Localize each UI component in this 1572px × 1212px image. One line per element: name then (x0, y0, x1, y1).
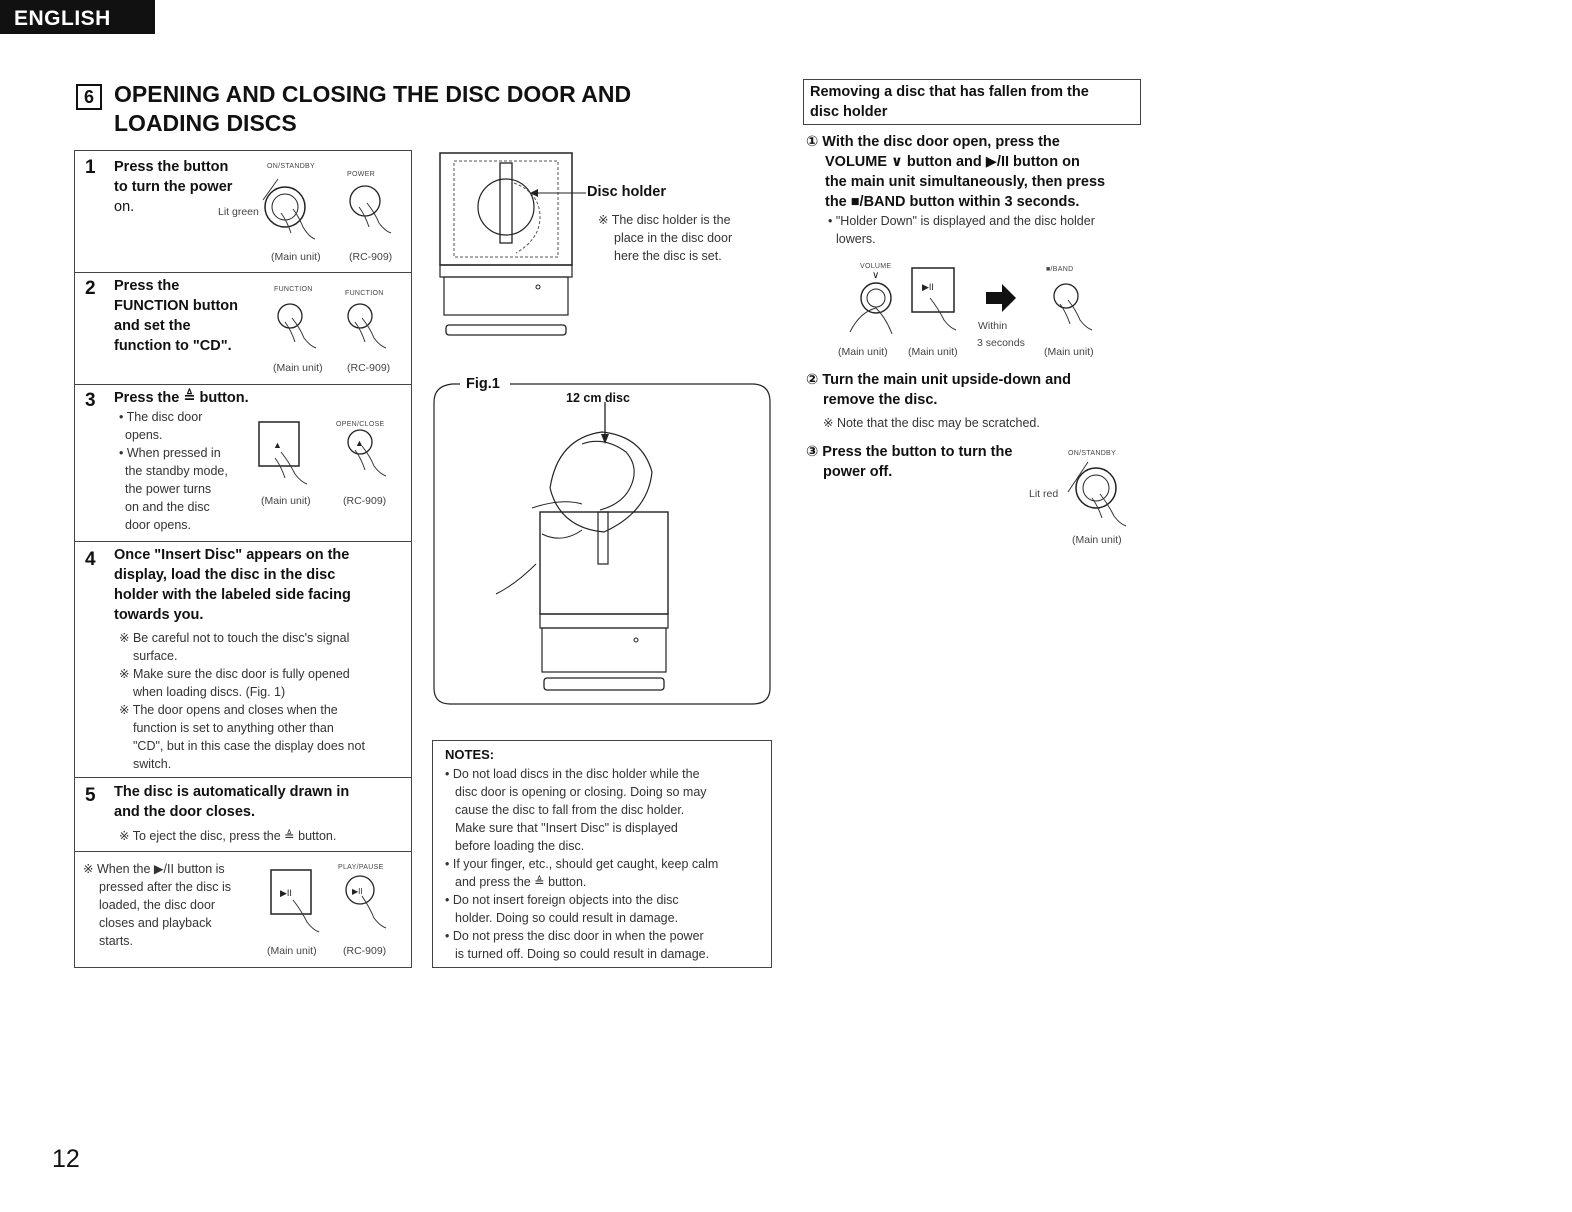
step-line: remove the disc. (823, 392, 938, 408)
step-line: the ■/BAND button within 3 seconds. (825, 194, 1080, 210)
caption-main-unit: (Main unit) (908, 346, 958, 358)
step-line: to turn the power (114, 179, 233, 195)
bullet-line: • The disc door (119, 410, 203, 424)
caption-rc909: (RC-909) (343, 945, 387, 957)
disc-door-illustration (440, 153, 580, 343)
note-line: ※ The door opens and closes when the (119, 703, 338, 717)
note-line: is turned off. Doing so could result in damage. (455, 947, 710, 961)
caption-rc909: (RC-909) (343, 495, 387, 507)
title-line-2: LOADING DISCS (114, 110, 297, 136)
bullet-line: opens. (125, 428, 163, 442)
note-line: disc door is opening or closing. Doing so may (455, 785, 707, 799)
note-line: function is set to anything other than (133, 721, 334, 735)
play-pause-label: PLAY/PAUSE (338, 864, 384, 871)
page-number: 12 (52, 1145, 80, 1173)
on-standby-label: ON/STANDBY (267, 163, 315, 170)
caption-rc909: (RC-909) (349, 251, 393, 263)
note-line: surface. (133, 649, 178, 663)
step-number: 5 (85, 785, 96, 806)
step-line: ② Turn the main unit upside-down and (806, 372, 1071, 388)
note-line: • Do not insert foreign objects into the disc (445, 893, 679, 907)
svg-text:∨: ∨ (872, 270, 880, 281)
step-line: ③ Press the button to turn the (806, 444, 1013, 460)
note-line: closes and playback (99, 916, 212, 930)
within-label: Within (978, 320, 1008, 332)
note-line: loaded, the disc door (99, 898, 216, 912)
note-line: "CD", but in this case the display does not (133, 739, 365, 753)
on-standby-label: ON/STANDBY (1068, 450, 1116, 457)
caption-main-unit: (Main unit) (838, 346, 888, 358)
step-line: power off. (823, 464, 893, 480)
step-line: and set the (114, 318, 191, 334)
step-4 (75, 541, 411, 778)
note-line: ※ Be careful not to touch the disc's signal (119, 631, 350, 645)
step-line: and the door closes. (114, 804, 255, 820)
lit-green-label: Lit green (218, 206, 259, 218)
play-pause-note-box (74, 851, 412, 968)
title-line-1: OPENING AND CLOSING THE DISC DOOR AND (114, 81, 632, 107)
removing-step-2 (806, 370, 1146, 432)
open-close-label: OPEN/CLOSE (336, 421, 385, 428)
note-line: place in the disc door (614, 231, 733, 245)
bullet-line: door opens. (125, 518, 192, 532)
disc-holder-label: Disc holder (587, 184, 666, 200)
step-line: VOLUME ∨ button and ▶/II button on (825, 154, 1080, 170)
bullet-line: • When pressed in (119, 446, 221, 460)
note-line: and press the ≜ button. (455, 875, 587, 889)
section-number: 6 (76, 84, 102, 110)
step-line: the main unit simultaneously, then press (825, 174, 1106, 190)
step-line: FUNCTION button (114, 298, 239, 314)
stop-band-label: ■/BAND (1046, 266, 1074, 273)
language-tab: ENGLISH (0, 0, 155, 34)
step-number: 3 (85, 390, 96, 411)
three-seconds-label: 3 seconds (977, 337, 1025, 349)
fig1-label: Fig.1 (466, 376, 500, 392)
removing-step-3 (806, 442, 1066, 482)
disc-holder-note (598, 211, 768, 265)
removing-title-box (803, 79, 1141, 125)
note-line: ※ When the ▶/II button is (83, 862, 225, 876)
step-5 (75, 777, 411, 851)
step-line: Press the button (114, 159, 229, 175)
note-line: • If your finger, etc., should get caught, keep calm (445, 857, 719, 871)
step-text (114, 545, 404, 625)
disc-size-label: 12 cm disc (566, 391, 630, 405)
bullet-line: • "Holder Down" is displayed and the disc holder (828, 214, 1095, 228)
step-1 (75, 151, 411, 273)
step-line: towards you. (114, 607, 204, 623)
step-line: holder with the labeled side facing (114, 587, 351, 603)
step-line: The disc is automatically drawn in (114, 784, 350, 800)
lit-red-label: Lit red (1029, 488, 1059, 500)
bullet-line: the standby mode, (125, 464, 228, 478)
note-line: Make sure that "Insert Disc" is displayed (455, 821, 678, 835)
step-line: ① With the disc door open, press the (806, 134, 1060, 150)
removing-title-line-1: Removing a disc that has fallen from the (810, 84, 1089, 100)
step-number: 2 (85, 278, 96, 299)
svg-text:▶II: ▶II (352, 887, 363, 896)
volume-label: VOLUME (860, 263, 892, 270)
step-text (114, 782, 404, 822)
svg-text:▲: ▲ (273, 440, 282, 450)
caption-main-unit: (Main unit) (1072, 534, 1122, 546)
note-line: switch. (133, 757, 172, 771)
note-line: starts. (99, 934, 134, 948)
steps-box (74, 150, 412, 852)
notes-heading: NOTES: (445, 747, 495, 762)
caption-main-unit: (Main unit) (273, 362, 323, 374)
bullet-line: on and the disc (125, 500, 210, 514)
note-line: here the disc is set. (614, 249, 722, 263)
step-heading: Press the ≜ button. (114, 390, 249, 406)
power-off-illustration (1060, 456, 1140, 532)
note-line: • Do not press the disc door in when the power (445, 929, 704, 943)
note-line: holder. Doing so could result in damage. (455, 911, 679, 925)
note-line: ※ The disc holder is the (598, 213, 731, 227)
page-title (114, 80, 734, 138)
svg-text:▲: ▲ (355, 438, 364, 448)
caption-main-unit: (Main unit) (1044, 346, 1094, 358)
open-close-button-illustration (75, 384, 411, 541)
bullet-line: lowers. (836, 232, 876, 246)
removing-step-1 (806, 132, 1146, 248)
notes-list (445, 765, 765, 963)
step-line: on. (114, 199, 135, 215)
removing-title-line-2: disc holder (810, 104, 888, 120)
caption-main-unit: (Main unit) (267, 945, 317, 957)
power-label: POWER (347, 171, 375, 178)
step-note: ※ To eject the disc, press the ≜ button. (119, 829, 337, 843)
svg-text:▶II: ▶II (280, 888, 292, 898)
step-line: Press the (114, 278, 180, 294)
svg-text:▶II: ▶II (922, 282, 934, 292)
note-line: when loading discs. (Fig. 1) (133, 685, 286, 699)
step-line: Once "Insert Disc" appears on the (114, 547, 350, 563)
step-notes (119, 629, 411, 773)
caption-main-unit: (Main unit) (271, 251, 321, 263)
note-line: ※ Make sure the disc door is fully opened (119, 667, 350, 681)
function-label-main: FUNCTION (274, 286, 313, 293)
fig1-frame (432, 384, 772, 706)
caption-main-unit: (Main unit) (261, 495, 311, 507)
step-3 (75, 384, 411, 542)
step-line: display, load the disc in the disc (114, 567, 336, 583)
step-line: function to "CD". (114, 338, 232, 354)
bullet-line: the power turns (125, 482, 212, 496)
note-line: pressed after the disc is (99, 880, 232, 894)
note-line: • Do not load discs in the disc holder while the (445, 767, 700, 781)
step-number: 1 (85, 157, 96, 178)
note-line: ※ Note that the disc may be scratched. (823, 416, 1040, 430)
function-label-remote: FUNCTION (345, 290, 384, 297)
note-line: before loading the disc. (455, 839, 585, 853)
note-line: cause the disc to fall from the disc holder. (455, 803, 685, 817)
notes-box (432, 740, 772, 968)
step-2 (75, 272, 411, 385)
caption-rc909: (RC-909) (347, 362, 391, 374)
step-number: 4 (85, 549, 96, 570)
